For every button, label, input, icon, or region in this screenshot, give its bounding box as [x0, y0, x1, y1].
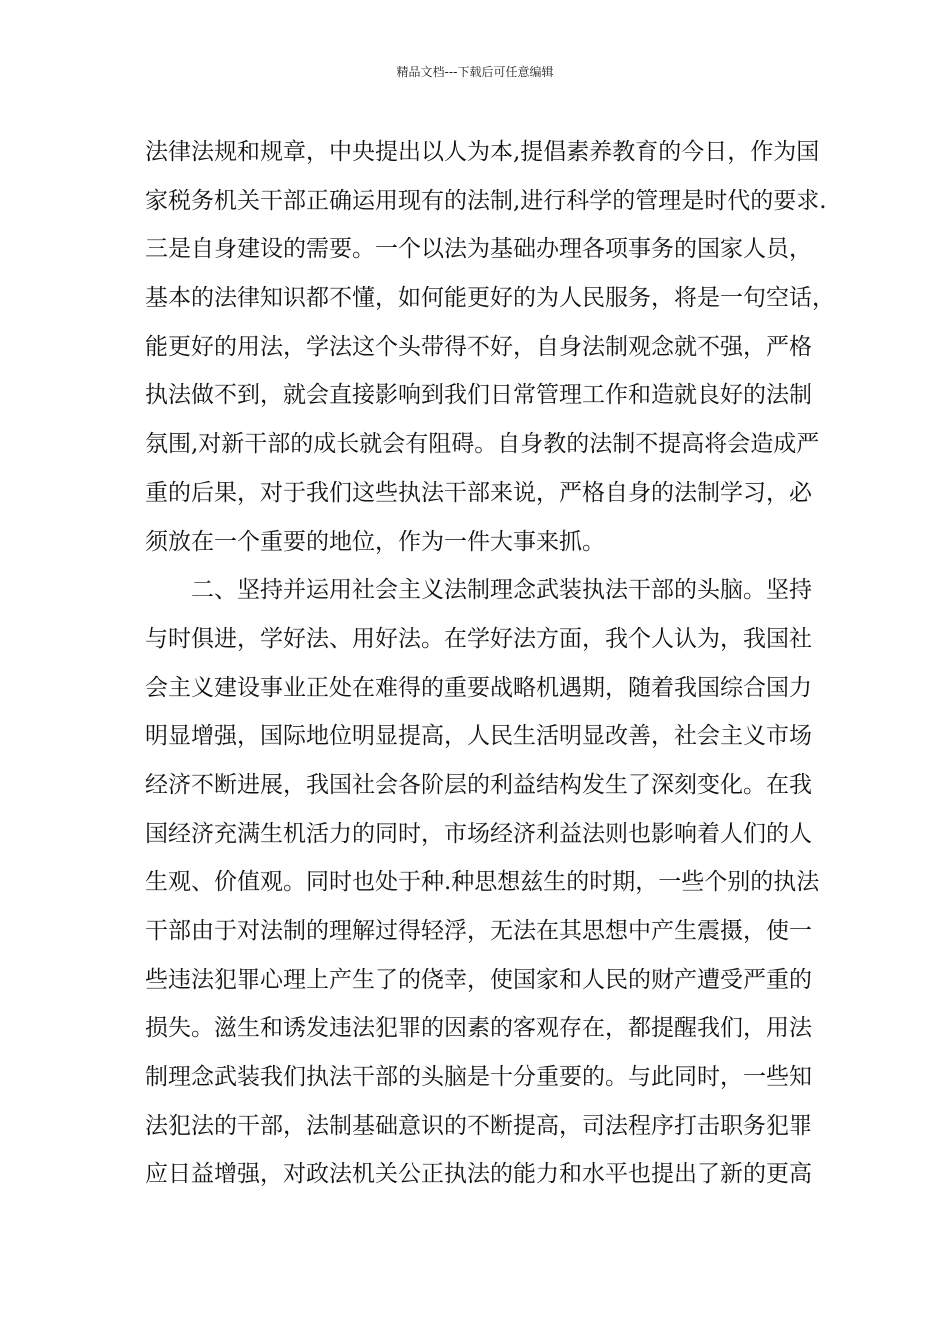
- text-line: 制理念武装我们执法干部的头脑是十分重要的。与此同时，一些知: [145, 1064, 812, 1091]
- text-line: 与时俱进，学好法、用好法。在学好法方面，我个人认为，我国社: [145, 625, 812, 652]
- text-line: 生观、价值观。同时也处于种.种思想兹生的时期，一些个别的执法: [145, 869, 820, 896]
- text-line: 家税务机关干部正确运用现有的法制,进行科学的管理是时代的要求.: [145, 187, 827, 214]
- text-line: 国经济充满生机活力的同时，市场经济利益法则也影响着人们的人: [145, 820, 812, 847]
- text-line: 须放在一个重要的地位，作为一件大事来抓。: [145, 528, 605, 555]
- text-line: 明显增强，国际地位明显提高，人民生活明显改善，社会主义市场: [145, 723, 812, 750]
- text-line: 经济不断进展，我国社会各阶层的利益结构发生了深刻变化。在我: [145, 771, 812, 798]
- text-line: 三是自身建设的需要。一个以法为基础办理各项事务的国家人员，: [145, 236, 812, 263]
- text-line: 法犯法的干部，法制基础意识的不断提高，司法程序打击职务犯罪: [145, 1112, 812, 1139]
- text-line: 能更好的用法，学法这个头带得不好，自身法制观念就不强，严格: [145, 333, 812, 360]
- text-line: 些违法犯罪心理上产生了的侥幸，使国家和人民的财产遭受严重的: [145, 966, 812, 993]
- text-line: 执法做不到，就会直接影响到我们日常管理工作和造就良好的法制: [145, 382, 812, 409]
- text-line: 会主义建设事业正处在难得的重要战略机遇期，随着我国综合国力: [145, 674, 812, 701]
- text-line: 氛围,对新干部的成长就会有阻碍。自身教的法制不提高将会造成严: [145, 431, 820, 458]
- text-line: 损失。滋生和诱发违法犯罪的因素的客观存在，都提醒我们，用法: [145, 1015, 812, 1042]
- text-line: 应日益增强，对政法机关公正执法的能力和水平也提出了新的更高: [145, 1161, 812, 1188]
- page-header: 精品文档---下载后可任意编辑: [396, 65, 554, 79]
- document-body: [145, 128, 835, 1199]
- text-line: 干部由于对法制的理解过得轻浮，无法在其思想中产生震摄，使一: [145, 918, 812, 944]
- text-line: 法律法规和规章，中央提出以人为本,提倡素养教育的今日，作为国: [145, 139, 820, 165]
- text-line: 基本的法律知识都不懂，如何能更好的为人民服务，将是一句空话，: [145, 285, 835, 312]
- text-line: 重的后果，对于我们这些执法干部来说，严格自身的法制学习，必: [145, 479, 812, 506]
- paragraph-start-line: 二、坚持并运用社会主义法制理念武装执法干部的头脑。坚持: [191, 577, 812, 604]
